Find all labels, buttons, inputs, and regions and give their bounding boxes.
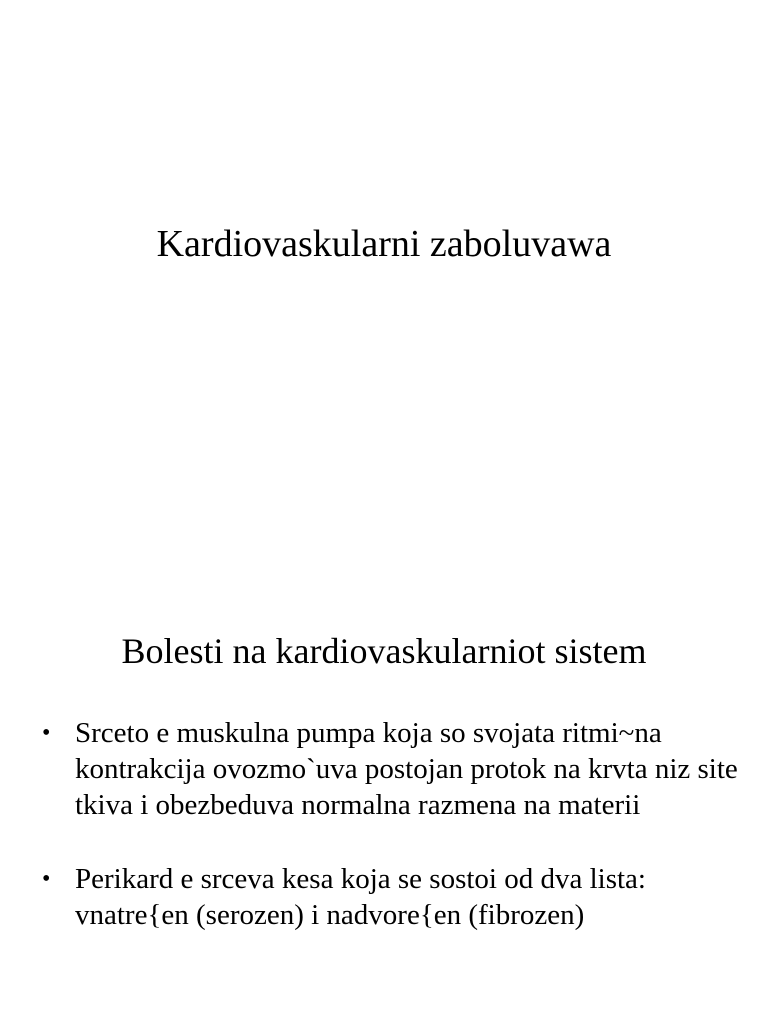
bullet-list xyxy=(42,715,742,971)
bullet-text: Perikard e srceva kesa koja se sostoi od dva lista: vnatre{en (serozen) i nadvore{en (fibrozen) xyxy=(75,863,646,931)
section-heading: Bolesti na kardiovaskularniot sistem xyxy=(121,631,647,671)
slide-title: Kardiovaskularni zaboluvawa xyxy=(156,223,612,265)
bullet-icon: • xyxy=(42,866,51,892)
bullet-item-heart xyxy=(42,715,742,823)
bullet-icon: • xyxy=(42,720,51,746)
bullet-text: Srceto e muskulna pumpa koja so svojata ritmi~na kontrakcija ovozmo`uva postojan protok na krvta niz site tkiva i obezbeduva normalna razmena na materii xyxy=(75,717,738,821)
bullet-item-pericardium xyxy=(42,861,742,933)
